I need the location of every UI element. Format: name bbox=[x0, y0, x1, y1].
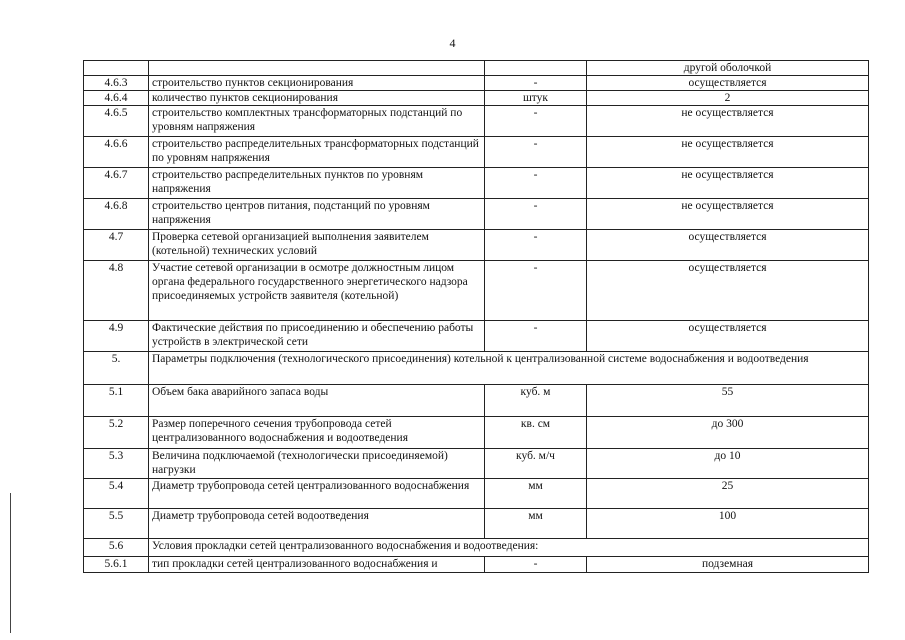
unit-of-measure: - bbox=[485, 76, 587, 91]
row-number: 4.6.8 bbox=[84, 199, 149, 230]
row-number: 5.2 bbox=[84, 417, 149, 449]
parameter-value: до 300 bbox=[587, 417, 869, 449]
unit-of-measure: мм bbox=[485, 509, 587, 539]
page-number: 4 bbox=[449, 36, 456, 50]
parameter-name: тип прокладки сетей централизованного водоснабжения и bbox=[149, 557, 485, 573]
parameter-value: осуществляется bbox=[587, 321, 869, 352]
parameter-name: Величина подключаемой (технологически присоединяемой) нагрузки bbox=[149, 449, 485, 479]
row-number bbox=[84, 61, 149, 76]
table-row bbox=[84, 61, 869, 76]
unit-of-measure bbox=[485, 61, 587, 76]
row-number: 5. bbox=[84, 352, 149, 385]
parameter-value: не осуществляется bbox=[587, 168, 869, 199]
parameter-value: осуществляется bbox=[587, 261, 869, 321]
parameter-value: 25 bbox=[587, 479, 869, 509]
row-number: 5.4 bbox=[84, 479, 149, 509]
table-row bbox=[84, 168, 869, 199]
table-row bbox=[84, 385, 869, 417]
unit-of-measure: мм bbox=[485, 479, 587, 509]
parameter-name: Диаметр трубопровода сетей централизованного водоснабжения bbox=[149, 479, 485, 509]
table-row bbox=[84, 557, 869, 573]
table-row bbox=[84, 449, 869, 479]
parameter-value: 100 bbox=[587, 509, 869, 539]
table-row bbox=[84, 321, 869, 352]
parameter-name: Объем бака аварийного запаса воды bbox=[149, 385, 485, 417]
parameter-value: не осуществляется bbox=[587, 106, 869, 137]
table-row bbox=[84, 479, 869, 509]
row-number: 4.6.3 bbox=[84, 76, 149, 91]
parameter-value: другой оболочкой bbox=[587, 61, 869, 76]
row-number: 5.3 bbox=[84, 449, 149, 479]
parameter-name: Фактические действия по присоединению и обеспечению работы устройств в электрической сети bbox=[149, 321, 485, 352]
unit-of-measure: - bbox=[485, 557, 587, 573]
parameter-value: не осуществляется bbox=[587, 137, 869, 168]
row-number: 4.9 bbox=[84, 321, 149, 352]
row-number: 5.5 bbox=[84, 509, 149, 539]
parameters-table bbox=[83, 60, 869, 573]
parameter-value: до 10 bbox=[587, 449, 869, 479]
table-row bbox=[84, 199, 869, 230]
parameter-name: Участие сетевой организации в осмотре должностным лицом органа федерального государственного энергетического надзора присоединяемых устройств заявителя (котельной) bbox=[149, 261, 485, 321]
table-row bbox=[84, 106, 869, 137]
parameter-name: строительство распределительных трансформаторных подстанций по уровням напряжения bbox=[149, 137, 485, 168]
table-row bbox=[84, 352, 869, 385]
unit-of-measure: - bbox=[485, 199, 587, 230]
unit-of-measure: - bbox=[485, 321, 587, 352]
row-number: 4.8 bbox=[84, 261, 149, 321]
parameter-value: 55 bbox=[587, 385, 869, 417]
table-row bbox=[84, 417, 869, 449]
parameter-value: подземная bbox=[587, 557, 869, 573]
unit-of-measure: штук bbox=[485, 91, 587, 106]
table-row bbox=[84, 261, 869, 321]
row-number: 5.6 bbox=[84, 539, 149, 557]
table-row bbox=[84, 137, 869, 168]
table-row bbox=[84, 91, 869, 106]
table-row bbox=[84, 230, 869, 261]
row-number: 4.6.7 bbox=[84, 168, 149, 199]
unit-of-measure: - bbox=[485, 230, 587, 261]
row-number: 5.1 bbox=[84, 385, 149, 417]
row-number: 4.7 bbox=[84, 230, 149, 261]
unit-of-measure: - bbox=[485, 106, 587, 137]
parameter-value: 2 bbox=[587, 91, 869, 106]
parameter-name: Размер поперечного сечения трубопровода сетей централизованного водоснабжения и водоотведения bbox=[149, 417, 485, 449]
parameter-name: количество пунктов секционирования bbox=[149, 91, 485, 106]
parameter-value: осуществляется bbox=[587, 76, 869, 91]
parameter-name: строительство центров питания, подстанций по уровням напряжения bbox=[149, 199, 485, 230]
section-heading: Параметры подключения (технологического присоединения) котельной к централизованной системе водоснабжения и водоотведения bbox=[149, 352, 869, 385]
unit-of-measure: кв. см bbox=[485, 417, 587, 449]
parameter-value: не осуществляется bbox=[587, 199, 869, 230]
table-row bbox=[84, 539, 869, 557]
row-number: 5.6.1 bbox=[84, 557, 149, 573]
parameter-name: строительство пунктов секционирования bbox=[149, 76, 485, 91]
unit-of-measure: - bbox=[485, 137, 587, 168]
parameter-name: Проверка сетевой организацией выполнения заявителем (котельной) технических условий bbox=[149, 230, 485, 261]
row-number: 4.6.5 bbox=[84, 106, 149, 137]
parameter-name: Диаметр трубопровода сетей водоотведения bbox=[149, 509, 485, 539]
parameter-name: строительство комплектных трансформаторных подстанций по уровням напряжения bbox=[149, 106, 485, 137]
table-row bbox=[84, 76, 869, 91]
unit-of-measure: куб. м/ч bbox=[485, 449, 587, 479]
table-row bbox=[84, 509, 869, 539]
parameter-name bbox=[149, 61, 485, 76]
section-heading: Условия прокладки сетей централизованного водоснабжения и водоотведения: bbox=[149, 539, 869, 557]
row-number: 4.6.6 bbox=[84, 137, 149, 168]
parameter-name: строительство распределительных пунктов по уровням напряжения bbox=[149, 168, 485, 199]
table-body bbox=[84, 61, 869, 573]
unit-of-measure: - bbox=[485, 261, 587, 321]
unit-of-measure: - bbox=[485, 168, 587, 199]
scan-margin-line bbox=[10, 493, 11, 633]
row-number: 4.6.4 bbox=[84, 91, 149, 106]
unit-of-measure: куб. м bbox=[485, 385, 587, 417]
parameter-value: осуществляется bbox=[587, 230, 869, 261]
